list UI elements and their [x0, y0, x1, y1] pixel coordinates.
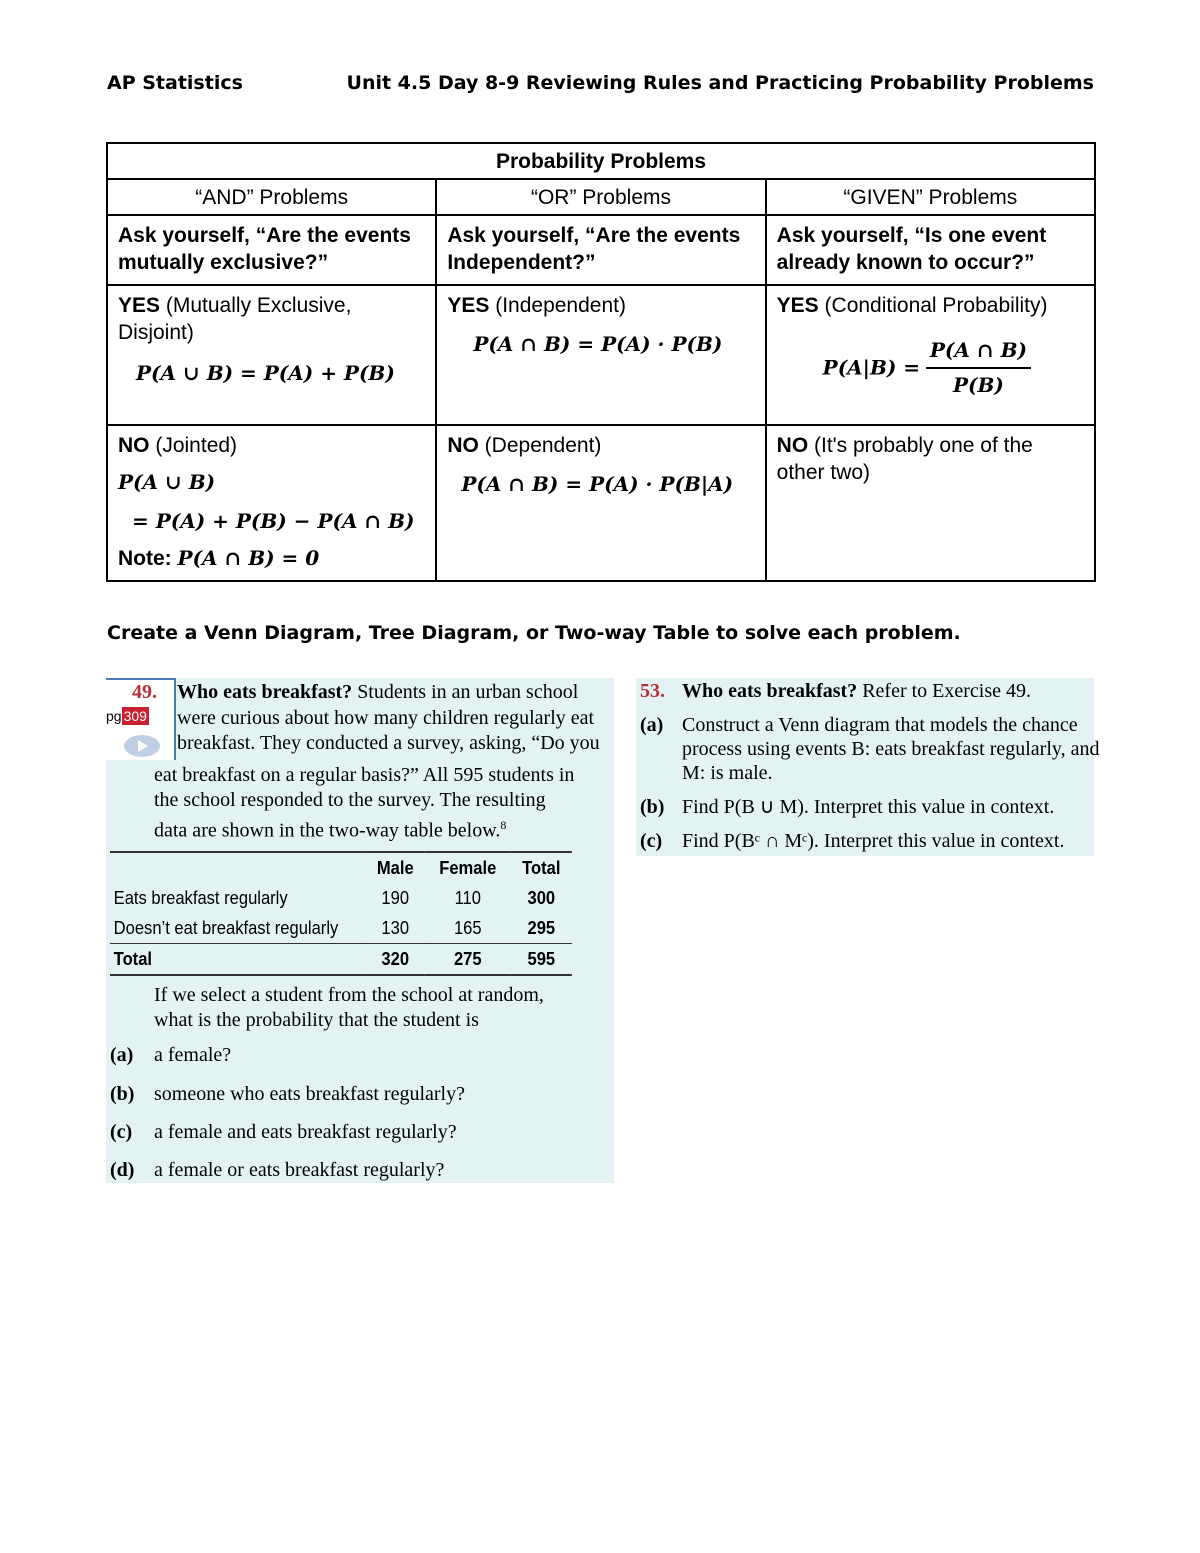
table-header-female: Female — [425, 852, 511, 883]
exercise-49-intro-text: Students in an urban school — [357, 681, 579, 703]
row-label: Doesn’t eat breakfast regularly — [113, 917, 339, 938]
exercise-49-intro-line-3: breakfast. They conducted a survey, asking, “Do you — [177, 732, 600, 754]
cell-value: 130 — [381, 917, 410, 938]
exercise-49-intro-line-5: the school responded to the survey. The resulting — [154, 789, 546, 811]
cell-total: 295 — [527, 917, 556, 938]
table-header-blank — [110, 852, 366, 883]
formula-mutually-exclusive: P(A ∪ B) = P(A) + P(B) — [136, 361, 395, 385]
rules-table-title: Probability Problems — [107, 143, 1095, 179]
yes-cell-given — [766, 285, 1095, 425]
part-label: (b) — [640, 796, 665, 818]
table-header-total: Total — [511, 852, 572, 883]
formula-union: P(A ∪ B) — [118, 470, 216, 494]
exercise-49-prompt-line-2: what is the probability that the student is — [154, 1009, 479, 1031]
course-title: AP Statistics — [107, 72, 243, 94]
yes-text: (Conditional Probability) — [824, 294, 1048, 317]
part-text-line: Find P(B ∪ M). Interpret this value in context. — [682, 796, 1055, 818]
exercise-49-number: 49. — [132, 681, 157, 703]
part-text-line: process using events B: eats breakfast regularly, and — [682, 738, 1100, 760]
probability-rules-table — [106, 142, 1096, 582]
formula-conditional — [777, 337, 1084, 399]
play-icon[interactable] — [124, 735, 160, 757]
table-row — [110, 883, 572, 913]
col-heading-given: “GIVEN” Problems — [766, 179, 1095, 215]
exercise-53-title: Who eats breakfast? — [682, 680, 858, 702]
exercise-49-prompt-line-1: If we select a student from the school at random, — [154, 984, 544, 1006]
exercise-49-intro-line-1 — [177, 679, 578, 705]
part-text: a female or eats breakfast regularly? — [154, 1159, 445, 1181]
no-label: NO — [118, 434, 150, 457]
two-way-table — [110, 851, 572, 976]
intro-text: data are shown in the two-way table below. — [154, 819, 501, 842]
part-text: a female? — [154, 1044, 232, 1066]
cell-value: 190 — [381, 887, 410, 908]
part-label: (b) — [110, 1083, 135, 1105]
part-text: someone who eats breakfast regularly? — [154, 1083, 465, 1105]
page-badge[interactable] — [106, 707, 149, 725]
exercise-49-intro-line-4: eat breakfast on a regular basis?” All 595 students in — [154, 764, 575, 786]
yes-cell-or — [436, 285, 765, 425]
cell-total: 275 — [425, 944, 511, 976]
part-text-line: Construct a Venn diagram that models the chance — [682, 714, 1078, 736]
part-label: (a) — [110, 1044, 134, 1066]
yes-label: YES — [447, 294, 490, 317]
row-label: Total — [110, 944, 366, 976]
cell-total: 320 — [366, 944, 425, 976]
yes-text: (Mutually Exclusive, Disjoint) — [118, 294, 352, 344]
row-label: Eats breakfast regularly — [113, 887, 288, 908]
part-label: (c) — [110, 1121, 133, 1143]
table-row — [110, 913, 572, 944]
no-label: NO — [776, 434, 809, 457]
cell-total: 300 — [527, 887, 556, 908]
yes-cell-and — [107, 285, 436, 425]
cell-grand-total: 595 — [511, 944, 572, 976]
cell-value: 165 — [453, 917, 482, 938]
ask-or: Ask yourself, “Are the events Independent?” — [436, 215, 765, 285]
fraction-denominator: P(B) — [952, 373, 1004, 397]
table-header-male: Male — [366, 852, 425, 883]
page-prefix: pg — [106, 708, 122, 724]
formula-dependent: P(A ∩ B) = P(A) · P(B|A) — [461, 472, 734, 496]
part-label: (a) — [640, 714, 664, 736]
table-total-row — [110, 944, 572, 976]
no-text: (Jointed) — [155, 434, 238, 457]
no-cell-or — [436, 425, 765, 581]
ask-and: Ask yourself, “Are the events mutually exclusive?” — [107, 215, 436, 285]
formula-note: P(A ∩ B) = 0 — [177, 546, 320, 570]
yes-label: YES — [118, 294, 161, 317]
exercise-49-title: Who eats breakfast? — [177, 681, 353, 703]
formula-general-addition: = P(A) + P(B) − P(A ∩ B) — [132, 509, 415, 533]
part-text: a female and eats breakfast regularly? — [154, 1121, 457, 1143]
no-text: (Dependent) — [484, 434, 602, 457]
footnote-mark: 8 — [500, 818, 507, 832]
yes-text: (Independent) — [495, 294, 626, 317]
exercise-49-intro-line-6 — [154, 812, 506, 844]
col-heading-and: “AND” Problems — [107, 179, 436, 215]
exercise-53-title-line — [682, 678, 1031, 704]
no-text: (It's probably one of the other two) — [776, 434, 1033, 484]
unit-title: Unit 4.5 Day 8-9 Reviewing Rules and Practicing Probability Problems — [346, 72, 1094, 94]
col-heading-or: “OR” Problems — [436, 179, 765, 215]
exercise-53-intro: Refer to Exercise 49. — [862, 680, 1032, 702]
exercise-53-heading — [640, 678, 1032, 704]
yes-label: YES — [776, 294, 819, 317]
part-text-line: M: is male. — [682, 762, 773, 784]
fraction — [926, 337, 1031, 399]
ask-given: Ask yourself, “Is one event already known to occur?” — [766, 215, 1095, 285]
cell-value: 110 — [454, 887, 481, 908]
instruction-text: Create a Venn Diagram, Tree Diagram, or Two-way Table to solve each problem. — [107, 622, 961, 644]
formula-independent: P(A ∩ B) = P(A) · P(B) — [473, 332, 723, 356]
part-text-line: Find P(Bᶜ ∩ Mᶜ). Interpret this value in context. — [682, 830, 1065, 852]
exercise-49-intro-line-2: were curious about how many children regularly eat — [177, 707, 595, 729]
fraction-numerator: P(A ∩ B) — [926, 337, 1031, 369]
part-label: (d) — [110, 1159, 135, 1181]
page-number: 309 — [123, 708, 147, 724]
note-label: Note: — [118, 547, 172, 570]
no-cell-and — [107, 425, 436, 581]
no-cell-given — [766, 425, 1095, 581]
formula-lhs: P(A|B) = — [822, 355, 921, 380]
exercise-53-number: 53. — [640, 680, 665, 702]
no-label: NO — [447, 434, 479, 457]
part-label: (c) — [640, 830, 663, 852]
